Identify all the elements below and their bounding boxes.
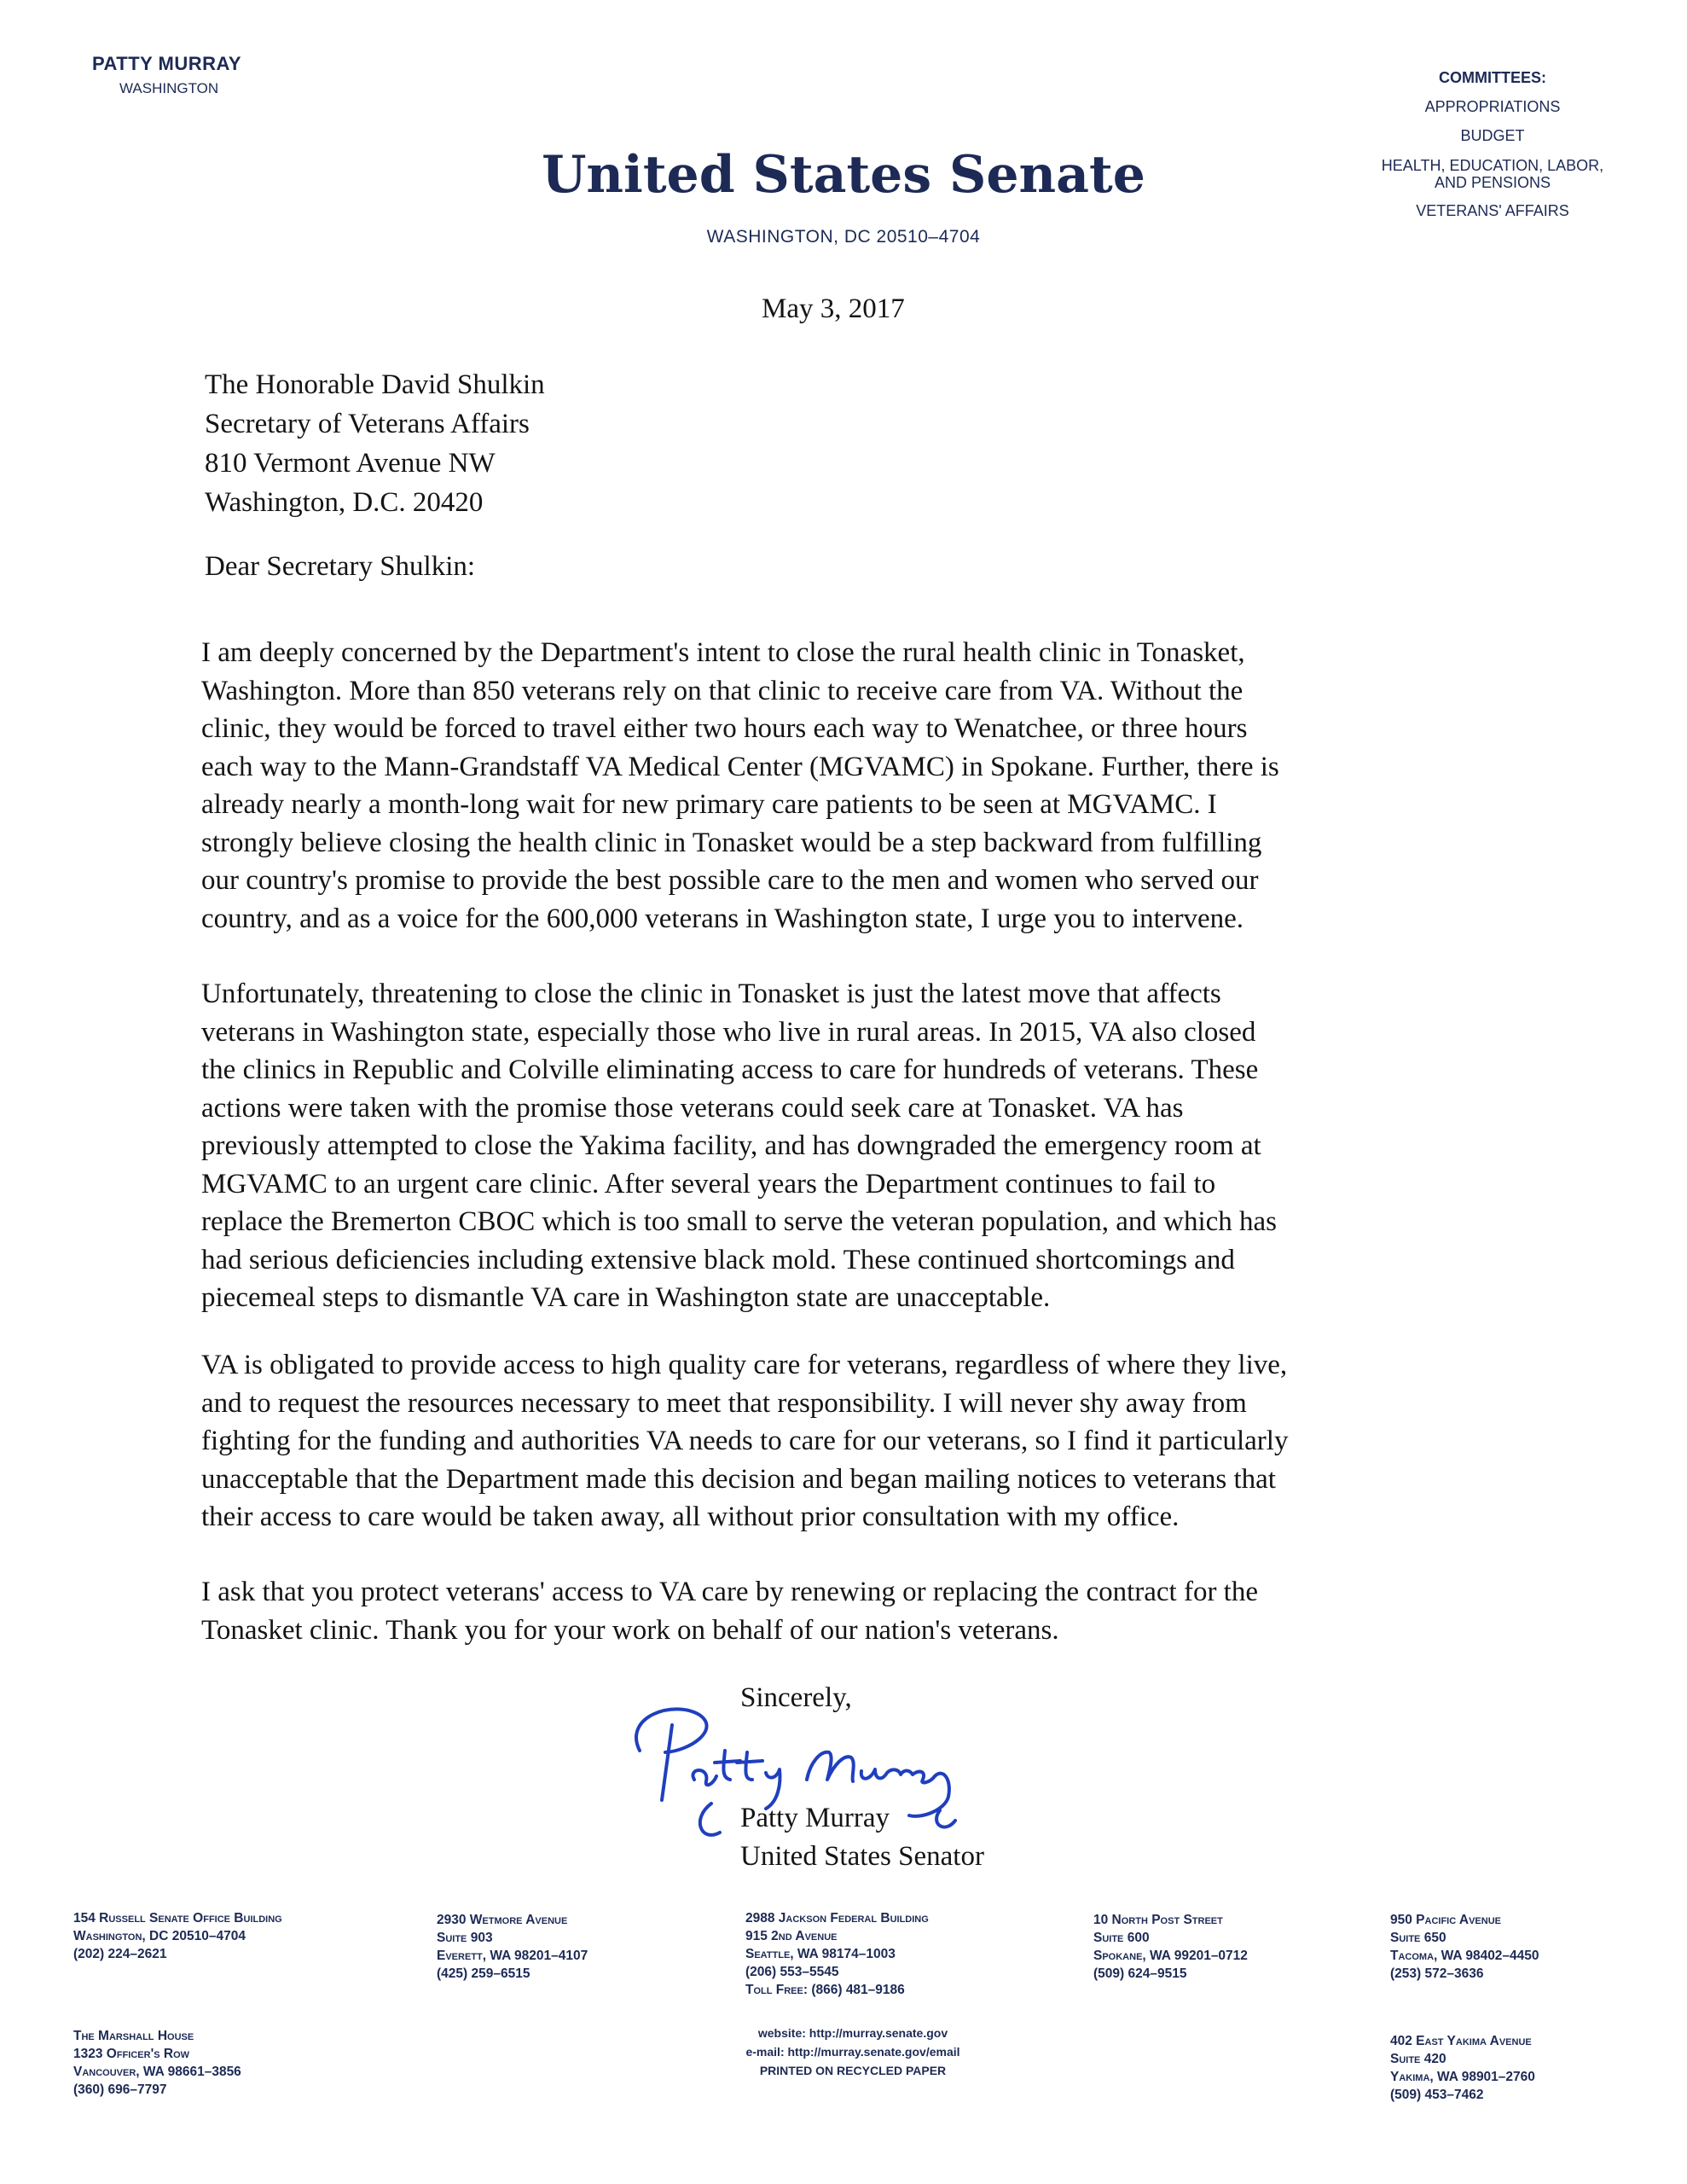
recipient-address [205,365,545,522]
committee-item: BUDGET [1460,127,1525,144]
committee-item: HEALTH, EDUCATION, LABOR, AND PENSIONS [1381,157,1604,191]
footer-contact [597,2024,1109,2080]
office-vancouver: The Marshall House 1323 Officer's Row Vancouver, WA 98661–3856 (360) 696–7797 [73,2029,241,2097]
website-link[interactable]: website: http://murray.senate.gov [757,2026,948,2040]
recycled-notice: PRINTED ON RECYCLED PAPER [759,2064,947,2077]
committees-heading: COMMITTEES: [1439,69,1546,86]
office-seattle: 2988 Jackson Federal Building 915 2nd Avenue Seattle, WA 98174–1003 (206) 553–5545 Toll Free: (866) 481–9186 [745,1911,929,1997]
senate-title: United States Senate [542,145,1145,205]
body-paragraph-1: I am deeply concerned by the Department's intent to close the rural health clinic in Tonasket, Washington. More than 850 veterans rely on that clinic to receive care from VA. Without the clinic, they would be forced to travel either two hours each way to Wenatchee, or three hours each way to the Mann-Grandstaff VA Medical Center (MGVAMC) in Spokane. Further, there is already nearly a month-long wait for new primary care patients to be seen at MGVAMC. I strongly believe closing the health clinic in Tonasket would be a step backward from fulfilling our country's promise to provide the best possible care to the men and women who served our country, and as a voice for the 600,000 veterans in Washington state, I urge you to intervene. [201,637,1279,934]
recipient-line: 810 Vermont Avenue NW [205,448,496,479]
signer-title: United States Senator [740,1841,984,1872]
office-spokane: 10 North Post Street Suite 600 Spokane, WA 99201–0712 (509) 624–9515 [1093,1913,1248,1981]
recipient-line: Washington, D.C. 20420 [205,487,484,518]
recipient-line: The Honorable David Shulkin [205,369,545,400]
email-link[interactable]: e-mail: http://murray.senate.gov/email [745,2045,960,2059]
office-tacoma: 950 Pacific Avenue Suite 650 Tacoma, WA 98402–4450 (253) 572–3636 [1390,1913,1539,1981]
committee-item: VETERANS' AFFAIRS [1416,202,1569,219]
office-yakima: 402 East Yakima Avenue Suite 420 Yakima, WA 98901–2760 (509) 453–7462 [1390,2034,1535,2102]
salutation: Dear Secretary Shulkin: [205,551,476,582]
committees-list [1330,63,1655,225]
closing: Sincerely, [740,1682,852,1713]
office-everett: 2930 Wetmore Avenue Suite 903 Everett, WA 98201–4107 (425) 259–6515 [437,1913,588,1981]
senate-address: WASHINGTON, DC 20510–4704 [706,227,981,247]
body-paragraph-4: I ask that you protect veterans' access to VA care by renewing or replacing the contract for the Tonasket clinic. Thank you for your work on behalf of our nation's veterans. [201,1577,1258,1646]
body-paragraph-3: VA is obligated to provide access to high quality care for veterans, regardless of where they live, and to request the resources necessary to meet that responsibility. I will never shy away from fighting for the funding and authorities VA needs to care for our veterans, so I find it particularly unacceptable that the Department made this decision and began mailing notices to veterans that their access to care would be taken away, all without prior consultation with my office. [201,1350,1289,1532]
committee-item: APPROPRIATIONS [1424,98,1561,115]
signer-name: Patty Murray [740,1803,890,1833]
recipient-line: Secretary of Veterans Affairs [205,409,530,439]
letter-date: May 3, 2017 [762,293,905,324]
sender-state: WASHINGTON [119,80,219,96]
office-washington-dc: 154 Russell Senate Office Building Washington, DC 20510–4704 (202) 224–2621 [73,1911,282,1961]
body-paragraph-2: Unfortunately, threatening to close the clinic in Tonasket is just the latest move that affects veterans in Washington state, especially those who live in rural areas. In 2015, VA also closed the clinics in Republic and Colville eliminating access to care for hundreds of veterans. These actions were taken with the promise those veterans could seek care at Tonasket. VA has previously attempted to close the Yakima facility, and has downgraded the emergency room at MGVAMC to an urgent care clinic. After several years the Department continues to fail to replace the Bremerton CBOC which is too small to serve the veteran population, and which has had serious deficiencies including extensive black mold. These continued shortcomings and piecemeal steps to dismantle VA care in Washington state are unacceptable. [201,979,1278,1313]
sender-name: PATTY MURRAY [92,53,242,74]
